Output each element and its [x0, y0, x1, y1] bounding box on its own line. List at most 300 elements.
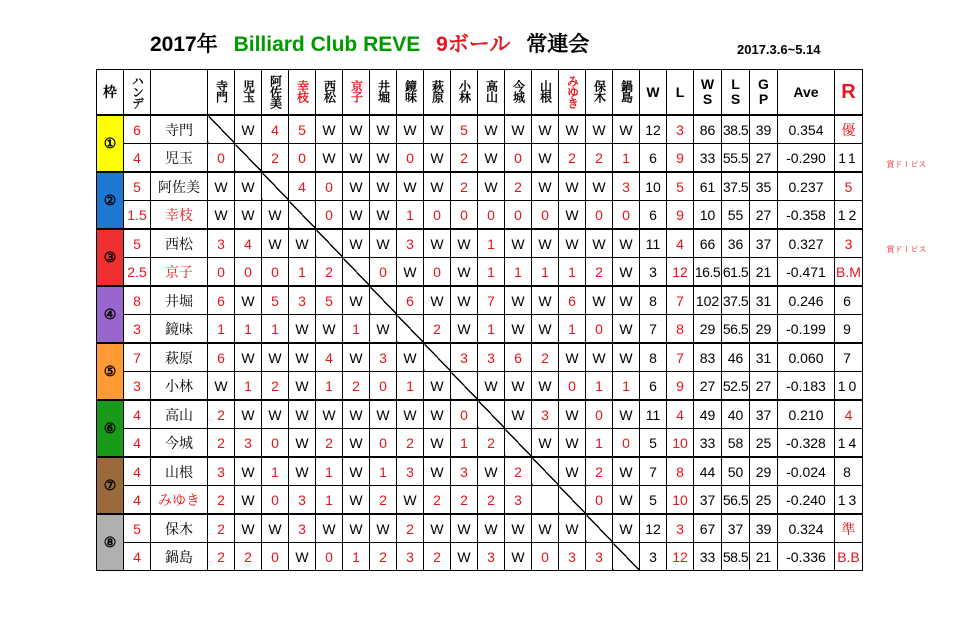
ls-cell: 56.5 — [722, 315, 750, 344]
result-cell: W — [343, 172, 370, 201]
table-row — [97, 514, 863, 543]
result-cell: W — [289, 400, 316, 429]
result-cell: 1 — [316, 372, 343, 401]
col-player-header — [559, 70, 586, 116]
result-cell: 0 — [208, 144, 235, 173]
player-header-label: 井堀 — [376, 80, 391, 102]
result-cell: W — [343, 457, 370, 486]
result-cell: 0 — [478, 201, 505, 230]
result-cell: W — [424, 172, 451, 201]
result-cell: W — [397, 258, 424, 287]
player-header-label: 高山 — [484, 80, 499, 102]
wins-cell: 8 — [640, 286, 667, 315]
result-cell: W — [235, 457, 262, 486]
result-cell: 1 — [235, 315, 262, 344]
player-name-cell: 西松 — [151, 229, 208, 258]
ave-cell: 0.210 — [778, 400, 835, 429]
ave-cell: 0.327 — [778, 229, 835, 258]
ls-cell: 55 — [722, 201, 750, 230]
result-cell: 0 — [316, 172, 343, 201]
result-cell: W — [532, 315, 559, 344]
result-cell: 2 — [505, 172, 532, 201]
result-cell: 3 — [289, 486, 316, 515]
result-cell: W — [424, 429, 451, 458]
player-name-cell: 児玉 — [151, 144, 208, 173]
result-cell: 1 — [478, 315, 505, 344]
result-cell: 4 — [235, 229, 262, 258]
rank-cell: 優 — [835, 115, 863, 144]
result-cell: W — [343, 343, 370, 372]
result-cell: W — [424, 514, 451, 543]
ls-cell: 50 — [722, 457, 750, 486]
result-cell: 0 — [451, 201, 478, 230]
result-cell: 3 — [613, 172, 640, 201]
result-cell: W — [235, 400, 262, 429]
result-cell: 3 — [289, 514, 316, 543]
ws-cell: 16.5 — [694, 258, 722, 287]
result-cell: W — [586, 229, 613, 258]
result-cell: 2 — [316, 429, 343, 458]
handicap-label: ハンデ — [130, 74, 145, 108]
result-cell — [208, 115, 235, 144]
result-cell: 6 — [505, 343, 532, 372]
ws-cell: 29 — [694, 315, 722, 344]
table-row — [97, 258, 863, 287]
ls-cell: 52.5 — [722, 372, 750, 401]
ls-cell: 56.5 — [722, 486, 750, 515]
handicap-cell: 4 — [124, 400, 151, 429]
handicap-cell: 4 — [124, 144, 151, 173]
gp-cell: 29 — [750, 315, 778, 344]
result-cell: W — [235, 514, 262, 543]
result-cell: 1 — [505, 258, 532, 287]
rank-cell: 9 — [835, 315, 863, 344]
losses-cell: 12 — [667, 543, 694, 571]
player-name-cell: 京子 — [151, 258, 208, 287]
result-cell: 1 — [613, 144, 640, 173]
result-cell — [370, 286, 397, 315]
result-cell: W — [370, 172, 397, 201]
result-cell: W — [505, 315, 532, 344]
handicap-cell: 4 — [124, 429, 151, 458]
result-cell: W — [451, 286, 478, 315]
result-cell — [397, 315, 424, 344]
result-cell: W — [559, 514, 586, 543]
rank-cell: B.M — [835, 258, 863, 287]
result-cell: W — [532, 372, 559, 401]
result-cell: 0 — [424, 201, 451, 230]
result-cell: 2 — [397, 514, 424, 543]
table-row — [97, 372, 863, 401]
rank-cell: 11 — [835, 144, 863, 173]
ave-cell: -0.336 — [778, 543, 835, 571]
result-cell — [343, 258, 370, 287]
result-cell: W — [532, 172, 559, 201]
losses-cell: 10 — [667, 429, 694, 458]
wins-cell: 8 — [640, 343, 667, 372]
side-note-1: スピード賞 — [886, 160, 927, 168]
player-name-cell: 幸枝 — [151, 201, 208, 230]
result-cell: W — [532, 429, 559, 458]
result-cell — [532, 457, 559, 486]
col-name-header — [151, 70, 208, 116]
player-header-label: 西松 — [322, 80, 337, 102]
result-cell: 0 — [559, 372, 586, 401]
ave-cell: 0.354 — [778, 115, 835, 144]
result-cell: W — [397, 115, 424, 144]
player-header-label: 小林 — [457, 80, 472, 102]
result-cell: W — [613, 315, 640, 344]
losses-cell: 4 — [667, 400, 694, 429]
result-cell: W — [613, 229, 640, 258]
result-cell: 7 — [478, 286, 505, 315]
wins-cell: 12 — [640, 115, 667, 144]
result-cell: W — [343, 486, 370, 515]
player-header-label: 鍋島 — [619, 80, 634, 102]
wins-cell: 3 — [640, 258, 667, 287]
ws-cell: 102 — [694, 286, 722, 315]
player-name-cell: 小林 — [151, 372, 208, 401]
result-cell — [478, 400, 505, 429]
result-cell: 2 — [208, 400, 235, 429]
gp-cell: 37 — [750, 229, 778, 258]
losses-cell: 7 — [667, 286, 694, 315]
title-event: 常連会 — [526, 33, 590, 56]
result-cell: 0 — [586, 315, 613, 344]
result-cell: 2 — [262, 372, 289, 401]
ls-cell: 37.5 — [722, 286, 750, 315]
table-row — [97, 486, 863, 515]
result-cell: W — [343, 229, 370, 258]
result-cell: 3 — [505, 486, 532, 515]
result-cell: 0 — [262, 486, 289, 515]
result-cell: W — [262, 514, 289, 543]
rank-cell: 5 — [835, 172, 863, 201]
col-player-header — [478, 70, 505, 116]
result-cell: W — [397, 400, 424, 429]
col-handicap-header — [124, 70, 151, 116]
result-cell: 5 — [316, 286, 343, 315]
result-cell: W — [289, 457, 316, 486]
player-header-label: 鏡味 — [403, 80, 418, 102]
result-cell: W — [613, 286, 640, 315]
handicap-cell: 4 — [124, 486, 151, 515]
result-cell: W — [424, 286, 451, 315]
result-cell: W — [478, 372, 505, 401]
result-cell: 3 — [235, 429, 262, 458]
result-cell: W — [235, 486, 262, 515]
result-cell: 0 — [586, 486, 613, 515]
result-cell: W — [559, 201, 586, 230]
ave-cell: -0.199 — [778, 315, 835, 344]
result-cell: W — [532, 229, 559, 258]
wins-cell: 3 — [640, 543, 667, 571]
result-cell: W — [424, 457, 451, 486]
period-label: 2017.3.6~5.14 — [737, 42, 821, 57]
player-name-cell: 今城 — [151, 429, 208, 458]
handicap-cell: 7 — [124, 343, 151, 372]
result-cell: 0 — [532, 201, 559, 230]
player-header-label: 保木 — [592, 80, 607, 102]
result-cell: W — [478, 172, 505, 201]
ls-cell: 36 — [722, 229, 750, 258]
gp-cell: 35 — [750, 172, 778, 201]
player-header-label: 山根 — [538, 80, 553, 102]
losses-cell: 8 — [667, 457, 694, 486]
result-cell: 3 — [397, 543, 424, 571]
player-name-cell: 高山 — [151, 400, 208, 429]
ws-cell: 86 — [694, 115, 722, 144]
wins-cell: 7 — [640, 457, 667, 486]
player-name-cell: 阿佐美 — [151, 172, 208, 201]
result-cell: W — [532, 115, 559, 144]
wins-cell: 5 — [640, 429, 667, 458]
result-cell: W — [370, 514, 397, 543]
result-cell: W — [451, 315, 478, 344]
result-cell: 0 — [424, 258, 451, 287]
result-cell: W — [478, 144, 505, 173]
result-cell: W — [613, 258, 640, 287]
result-cell: 6 — [559, 286, 586, 315]
losses-cell: 5 — [667, 172, 694, 201]
result-cell: W — [289, 343, 316, 372]
result-cell: 3 — [397, 229, 424, 258]
league-table — [96, 69, 863, 571]
ls-cell: 58.5 — [722, 543, 750, 571]
result-cell: 3 — [478, 343, 505, 372]
handicap-cell: 5 — [124, 172, 151, 201]
result-cell: 3 — [559, 543, 586, 571]
result-cell: 2 — [478, 486, 505, 515]
ws-cell: 49 — [694, 400, 722, 429]
result-cell: 1 — [370, 457, 397, 486]
result-cell: W — [505, 400, 532, 429]
result-cell: 0 — [262, 543, 289, 571]
handicap-cell: 3 — [124, 315, 151, 344]
player-header-label: みゆき — [565, 74, 580, 108]
result-cell: W — [586, 286, 613, 315]
gp-cell: 31 — [750, 343, 778, 372]
result-cell: W — [343, 514, 370, 543]
col-player-header — [208, 70, 235, 116]
result-cell: 0 — [532, 543, 559, 571]
ws-cell: 44 — [694, 457, 722, 486]
col-ls-header: L S — [722, 70, 750, 116]
result-cell: W — [613, 457, 640, 486]
col-player-header — [289, 70, 316, 116]
result-cell: 0 — [505, 144, 532, 173]
col-rank-header: R — [835, 70, 863, 116]
result-cell: 3 — [370, 343, 397, 372]
result-cell: W — [451, 258, 478, 287]
gp-cell: 29 — [750, 457, 778, 486]
result-cell: 0 — [586, 400, 613, 429]
col-ws-header: W S — [694, 70, 722, 116]
result-cell: W — [262, 343, 289, 372]
col-player-header — [343, 70, 370, 116]
result-cell: 6 — [208, 343, 235, 372]
result-cell: 1 — [451, 429, 478, 458]
result-cell: W — [370, 144, 397, 173]
result-cell: W — [478, 115, 505, 144]
table-row — [97, 172, 863, 201]
losses-cell: 7 — [667, 343, 694, 372]
col-player-header — [613, 70, 640, 116]
result-cell: 6 — [208, 286, 235, 315]
losses-cell: 3 — [667, 514, 694, 543]
result-cell: W — [559, 457, 586, 486]
result-cell: 2 — [397, 429, 424, 458]
losses-cell: 8 — [667, 315, 694, 344]
col-player-header — [397, 70, 424, 116]
player-name-cell: 鏡味 — [151, 315, 208, 344]
col-frame-header: 枠 — [97, 70, 124, 116]
result-cell: 5 — [262, 286, 289, 315]
result-cell: W — [316, 315, 343, 344]
result-cell: 1 — [316, 457, 343, 486]
player-header-label: 児玉 — [241, 80, 256, 102]
result-cell: 0 — [316, 201, 343, 230]
ls-cell: 37.5 — [722, 172, 750, 201]
result-cell: W — [370, 201, 397, 230]
result-cell: W — [613, 514, 640, 543]
result-cell: W — [451, 229, 478, 258]
result-cell: W — [235, 286, 262, 315]
result-cell: W — [559, 343, 586, 372]
result-cell: 3 — [289, 286, 316, 315]
title-year: 2017年 — [150, 33, 218, 56]
result-cell: 1 — [235, 372, 262, 401]
rank-cell: 3 — [835, 229, 863, 258]
ave-cell: -0.328 — [778, 429, 835, 458]
result-cell: 2 — [424, 315, 451, 344]
gp-cell: 27 — [750, 144, 778, 173]
ave-cell: 0.237 — [778, 172, 835, 201]
losses-cell: 10 — [667, 486, 694, 515]
table-row — [97, 229, 863, 258]
ave-cell: 0.246 — [778, 286, 835, 315]
wins-cell: 6 — [640, 372, 667, 401]
rank-cell: 6 — [835, 286, 863, 315]
title-club: Billiard Club REVE — [233, 33, 421, 56]
table-row — [97, 429, 863, 458]
col-player-header — [586, 70, 613, 116]
result-cell: W — [586, 115, 613, 144]
col-ave-header: Ave — [778, 70, 835, 116]
player-header-label: 阿佐美 — [268, 74, 283, 108]
result-cell: W — [613, 486, 640, 515]
result-cell: W — [235, 172, 262, 201]
result-cell: W — [316, 400, 343, 429]
result-cell: 1 — [586, 429, 613, 458]
result-cell: W — [289, 429, 316, 458]
losses-cell: 4 — [667, 229, 694, 258]
col-player-header — [532, 70, 559, 116]
handicap-cell: 4 — [124, 457, 151, 486]
result-cell: 4 — [262, 115, 289, 144]
result-cell: 1 — [397, 372, 424, 401]
frame-cell: ② — [97, 172, 124, 229]
result-cell: W — [289, 372, 316, 401]
handicap-cell: 8 — [124, 286, 151, 315]
ws-cell: 37 — [694, 486, 722, 515]
ws-cell: 33 — [694, 144, 722, 173]
result-cell: 2 — [586, 144, 613, 173]
result-cell: W — [370, 315, 397, 344]
handicap-cell: 5 — [124, 229, 151, 258]
wins-cell: 11 — [640, 229, 667, 258]
result-cell: W — [316, 144, 343, 173]
rank-cell: 準 — [835, 514, 863, 543]
player-header-label: 幸枝 — [295, 80, 310, 102]
losses-cell: 12 — [667, 258, 694, 287]
result-cell: W — [343, 144, 370, 173]
result-cell: W — [424, 400, 451, 429]
result-cell: 3 — [208, 457, 235, 486]
result-cell: 3 — [208, 229, 235, 258]
handicap-cell: 4 — [124, 543, 151, 571]
result-cell: 3 — [586, 543, 613, 571]
ls-cell: 38.5 — [722, 115, 750, 144]
result-cell: W — [559, 115, 586, 144]
result-cell: 2 — [559, 144, 586, 173]
result-cell: W — [397, 343, 424, 372]
frame-cell: ③ — [97, 229, 124, 286]
gp-cell: 37 — [750, 400, 778, 429]
result-cell: 1 — [343, 315, 370, 344]
result-cell: W — [235, 201, 262, 230]
result-cell: 2 — [586, 457, 613, 486]
result-cell: W — [532, 286, 559, 315]
wins-cell: 12 — [640, 514, 667, 543]
result-cell: 1 — [343, 543, 370, 571]
col-player-header — [316, 70, 343, 116]
result-cell: W — [235, 115, 262, 144]
result-cell: 3 — [397, 457, 424, 486]
result-cell: W — [613, 343, 640, 372]
result-cell: 1 — [586, 372, 613, 401]
result-cell: W — [532, 514, 559, 543]
ave-cell: 0.324 — [778, 514, 835, 543]
result-cell: W — [262, 201, 289, 230]
table-row — [97, 543, 863, 571]
side-note-2: スピード賞 — [886, 245, 927, 253]
result-cell: 5 — [451, 115, 478, 144]
result-cell: W — [289, 229, 316, 258]
col-player-header — [451, 70, 478, 116]
result-cell: 4 — [316, 343, 343, 372]
result-cell: W — [505, 543, 532, 571]
wins-cell: 10 — [640, 172, 667, 201]
result-cell: 3 — [451, 457, 478, 486]
result-cell: 3 — [532, 400, 559, 429]
ws-cell: 83 — [694, 343, 722, 372]
result-cell: W — [316, 115, 343, 144]
result-cell: 1 — [478, 258, 505, 287]
rank-cell: 13 — [835, 486, 863, 515]
result-cell: 0 — [505, 201, 532, 230]
rank-cell: 8 — [835, 457, 863, 486]
losses-cell: 9 — [667, 201, 694, 230]
result-cell — [424, 343, 451, 372]
result-cell: 2 — [451, 172, 478, 201]
losses-cell: 9 — [667, 372, 694, 401]
result-cell: 2 — [316, 258, 343, 287]
gp-cell: 25 — [750, 486, 778, 515]
handicap-cell: 6 — [124, 115, 151, 144]
result-cell: 2 — [343, 372, 370, 401]
result-cell — [316, 229, 343, 258]
